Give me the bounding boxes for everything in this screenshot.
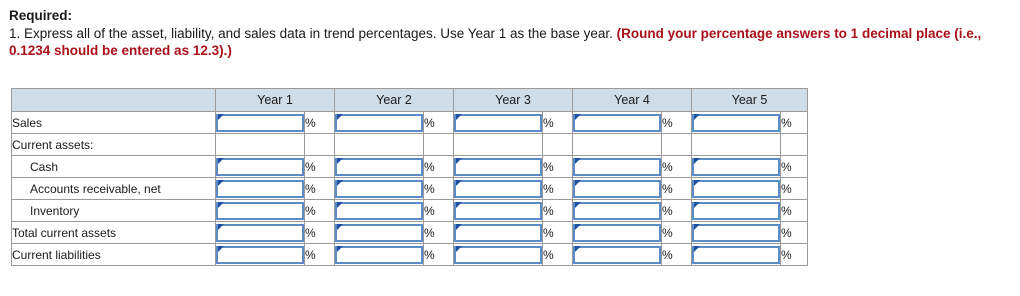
input-marker-icon xyxy=(575,224,581,230)
percent-input-cell[interactable] xyxy=(573,178,662,200)
percent-input-cell[interactable] xyxy=(454,244,543,266)
trend-percentage-table xyxy=(11,88,808,266)
input-marker-icon xyxy=(694,114,700,120)
percent-input[interactable] xyxy=(692,202,780,220)
percent-input-cell[interactable] xyxy=(216,178,305,200)
empty-cell xyxy=(424,134,454,156)
percent-sign: % xyxy=(424,222,454,244)
empty-cell xyxy=(454,134,543,156)
percent-sign: % xyxy=(424,244,454,266)
percent-sign: % xyxy=(305,244,335,266)
input-marker-icon xyxy=(575,114,581,120)
year-header-5: Year 5 xyxy=(692,89,808,112)
percent-input-cell[interactable] xyxy=(216,112,305,134)
input-marker-icon xyxy=(694,202,700,208)
empty-cell xyxy=(573,134,662,156)
input-marker-icon xyxy=(575,246,581,252)
percent-sign: % xyxy=(662,200,692,222)
instruction-text: 1. Express all of the asset, liability, and sales data in trend percentages. Use Year 1 as the base year. xyxy=(9,26,613,41)
percent-input-cell[interactable] xyxy=(573,112,662,134)
percent-input-cell[interactable] xyxy=(692,156,781,178)
row-label: Inventory xyxy=(12,200,216,222)
percent-input-cell[interactable] xyxy=(216,244,305,266)
input-marker-icon xyxy=(218,114,224,120)
percent-input-cell[interactable] xyxy=(692,112,781,134)
percent-sign: % xyxy=(543,200,573,222)
table-row xyxy=(12,134,808,156)
empty-cell xyxy=(216,134,305,156)
percent-sign: % xyxy=(781,244,808,266)
percent-sign: % xyxy=(781,178,808,200)
percent-sign: % xyxy=(543,156,573,178)
percent-sign: % xyxy=(662,244,692,266)
percent-input-cell[interactable] xyxy=(335,112,424,134)
percent-input[interactable] xyxy=(454,114,542,132)
percent-input[interactable] xyxy=(692,180,780,198)
percent-sign: % xyxy=(543,244,573,266)
percent-input-cell[interactable] xyxy=(454,222,543,244)
percent-input[interactable] xyxy=(454,180,542,198)
percent-sign: % xyxy=(543,112,573,134)
year-header-1: Year 1 xyxy=(216,89,335,112)
percent-input-cell[interactable] xyxy=(454,200,543,222)
percent-input-cell[interactable] xyxy=(573,222,662,244)
percent-input[interactable] xyxy=(335,246,423,264)
percent-input[interactable] xyxy=(573,114,661,132)
percent-input[interactable] xyxy=(692,246,780,264)
row-label: Accounts receivable, net xyxy=(12,178,216,200)
percent-input[interactable] xyxy=(216,224,304,242)
input-marker-icon xyxy=(337,114,343,120)
percent-input-cell[interactable] xyxy=(692,200,781,222)
percent-input-cell[interactable] xyxy=(692,178,781,200)
table-row xyxy=(12,156,808,178)
input-marker-icon xyxy=(337,202,343,208)
percent-input[interactable] xyxy=(692,224,780,242)
percent-input[interactable] xyxy=(216,246,304,264)
percent-input-cell[interactable] xyxy=(692,222,781,244)
percent-sign: % xyxy=(543,178,573,200)
percent-input-cell[interactable] xyxy=(216,222,305,244)
input-marker-icon xyxy=(456,224,462,230)
empty-cell xyxy=(662,134,692,156)
requirement-title: Required: xyxy=(9,8,73,23)
percent-sign: % xyxy=(305,222,335,244)
input-marker-icon xyxy=(218,246,224,252)
percent-sign: % xyxy=(305,156,335,178)
percent-input-cell[interactable] xyxy=(335,244,424,266)
percent-input[interactable] xyxy=(335,114,423,132)
percent-sign: % xyxy=(424,200,454,222)
input-marker-icon xyxy=(218,202,224,208)
empty-cell xyxy=(335,134,424,156)
input-marker-icon xyxy=(218,158,224,164)
percent-sign: % xyxy=(305,112,335,134)
input-marker-icon xyxy=(456,158,462,164)
percent-input[interactable] xyxy=(573,246,661,264)
year-header-4: Year 4 xyxy=(573,89,692,112)
percent-input-cell[interactable] xyxy=(454,112,543,134)
row-label: Current assets: xyxy=(12,134,216,156)
percent-input[interactable] xyxy=(573,224,661,242)
percent-input-cell[interactable] xyxy=(335,200,424,222)
percent-sign: % xyxy=(305,178,335,200)
table-row xyxy=(12,244,808,266)
percent-input-cell[interactable] xyxy=(335,178,424,200)
requirement-block xyxy=(9,7,1009,59)
percent-input-cell[interactable] xyxy=(454,178,543,200)
table-header-row xyxy=(12,89,808,112)
percent-input-cell[interactable] xyxy=(573,156,662,178)
percent-sign: % xyxy=(424,112,454,134)
input-marker-icon xyxy=(218,180,224,186)
row-label: Sales xyxy=(12,112,216,134)
percent-sign: % xyxy=(781,200,808,222)
empty-cell xyxy=(692,134,781,156)
percent-input[interactable] xyxy=(573,180,661,198)
percent-sign: % xyxy=(662,112,692,134)
percent-input-cell[interactable] xyxy=(692,244,781,266)
input-marker-icon xyxy=(337,224,343,230)
percent-input-cell[interactable] xyxy=(573,244,662,266)
rounding-instruction: (Round your percentage answers to 1 decimal place (i.e., 0.1234 should be entered as 12.3).) xyxy=(9,26,982,58)
percent-sign: % xyxy=(662,178,692,200)
percent-input-cell[interactable] xyxy=(573,200,662,222)
input-marker-icon xyxy=(456,180,462,186)
table-row xyxy=(12,200,808,222)
percent-input[interactable] xyxy=(216,114,304,132)
percent-input[interactable] xyxy=(335,180,423,198)
input-marker-icon xyxy=(456,246,462,252)
input-marker-icon xyxy=(694,158,700,164)
percent-sign: % xyxy=(424,178,454,200)
percent-input[interactable] xyxy=(573,202,661,220)
input-marker-icon xyxy=(218,224,224,230)
input-marker-icon xyxy=(337,246,343,252)
percent-input[interactable] xyxy=(454,202,542,220)
percent-input[interactable] xyxy=(573,158,661,176)
input-marker-icon xyxy=(456,202,462,208)
percent-input-cell[interactable] xyxy=(216,200,305,222)
percent-sign: % xyxy=(781,112,808,134)
input-marker-icon xyxy=(456,114,462,120)
percent-sign: % xyxy=(543,222,573,244)
percent-input[interactable] xyxy=(454,246,542,264)
percent-sign: % xyxy=(662,222,692,244)
percent-input[interactable] xyxy=(454,158,542,176)
table-body xyxy=(12,112,808,266)
table-row xyxy=(12,222,808,244)
percent-input[interactable] xyxy=(335,224,423,242)
table-row xyxy=(12,112,808,134)
year-header-2: Year 2 xyxy=(335,89,454,112)
percent-input-cell[interactable] xyxy=(216,156,305,178)
input-marker-icon xyxy=(337,180,343,186)
percent-input[interactable] xyxy=(454,224,542,242)
row-label: Current liabilities xyxy=(12,244,216,266)
row-label: Total current assets xyxy=(12,222,216,244)
input-marker-icon xyxy=(694,246,700,252)
input-marker-icon xyxy=(337,158,343,164)
input-marker-icon xyxy=(694,180,700,186)
percent-input[interactable] xyxy=(335,202,423,220)
input-marker-icon xyxy=(575,180,581,186)
percent-input[interactable] xyxy=(692,114,780,132)
input-marker-icon xyxy=(575,158,581,164)
percent-sign: % xyxy=(305,200,335,222)
percent-input[interactable] xyxy=(216,180,304,198)
input-marker-icon xyxy=(575,202,581,208)
percent-input[interactable] xyxy=(335,158,423,176)
percent-sign: % xyxy=(662,156,692,178)
row-label: Cash xyxy=(12,156,216,178)
header-label-cell xyxy=(12,89,216,112)
percent-input[interactable] xyxy=(692,158,780,176)
percent-sign: % xyxy=(781,222,808,244)
percent-input-cell[interactable] xyxy=(335,156,424,178)
input-marker-icon xyxy=(694,224,700,230)
percent-sign: % xyxy=(781,156,808,178)
empty-cell xyxy=(543,134,573,156)
requirement-instructions xyxy=(9,25,1009,59)
percent-input-cell[interactable] xyxy=(454,156,543,178)
percent-input-cell[interactable] xyxy=(335,222,424,244)
percent-input[interactable] xyxy=(216,202,304,220)
percent-sign: % xyxy=(424,156,454,178)
empty-cell xyxy=(305,134,335,156)
year-header-3: Year 3 xyxy=(454,89,573,112)
table-row xyxy=(12,178,808,200)
percent-input[interactable] xyxy=(216,158,304,176)
empty-cell xyxy=(781,134,808,156)
